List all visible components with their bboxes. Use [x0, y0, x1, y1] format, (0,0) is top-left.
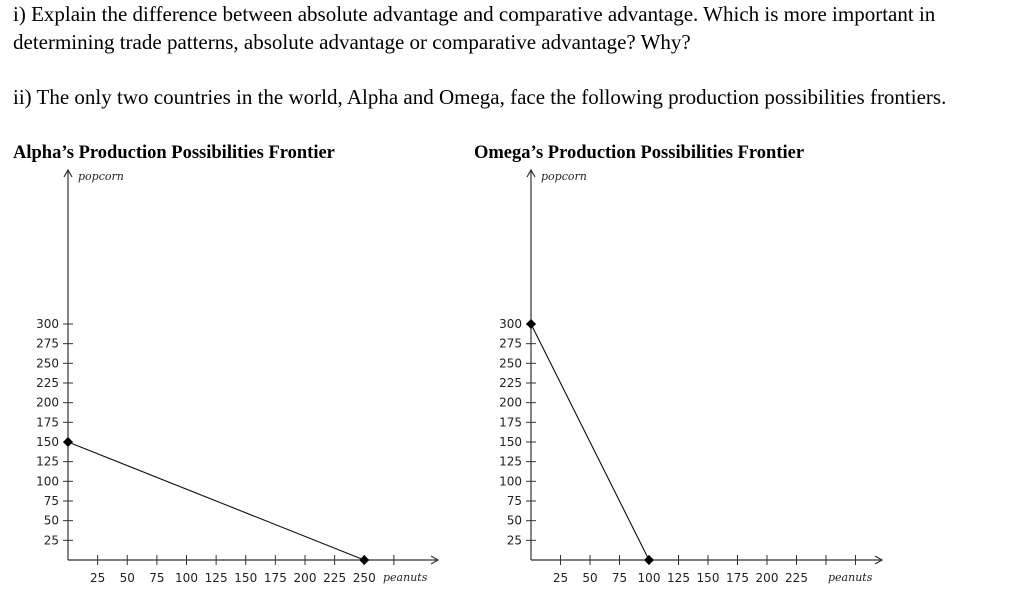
x-tick-label: 75: [611, 571, 628, 585]
y-tick-label: 50: [43, 513, 59, 528]
ppf-line: [68, 442, 364, 560]
x-tick-label: 175: [263, 571, 287, 585]
x-tick-label: 75: [149, 571, 165, 585]
y-tick-label: 250: [499, 356, 522, 371]
alpha-chart-title: Alpha’s Production Possibilities Frontier: [13, 143, 335, 163]
x-tick-label: 225: [323, 571, 347, 585]
y-tick-label: 150: [499, 434, 522, 449]
y-axis-label: popcorn: [541, 170, 587, 183]
x-tick-label: 25: [552, 571, 569, 585]
x-tick-label: 200: [293, 571, 317, 585]
x-tick-label: 175: [726, 571, 749, 585]
omega-chart-title: Omega’s Production Possibilities Frontier: [474, 143, 805, 163]
ppf-endpoint-marker: [63, 437, 73, 447]
y-tick-label: 75: [506, 493, 522, 508]
x-tick-label: 100: [637, 571, 661, 585]
y-tick-label: 225: [499, 375, 522, 390]
y-tick-label: 275: [36, 336, 59, 351]
x-tick-label: 100: [175, 571, 198, 585]
ppf-endpoint-marker: [526, 319, 536, 329]
y-tick-label: 125: [36, 454, 59, 469]
ppf-line: [531, 324, 649, 560]
omega-ppf-chart: [470, 165, 940, 605]
y-tick-label: 150: [36, 434, 59, 449]
x-tick-label: 150: [696, 571, 720, 585]
y-tick-label: 125: [499, 454, 522, 469]
y-tick-label: 175: [36, 415, 59, 430]
y-tick-label: 225: [36, 375, 59, 390]
y-tick-label: 250: [36, 356, 59, 371]
question-part-1: i) Explain the difference between absolute advantage and comparative advantage. Which is more important in determining trade patterns, absolute advantage or comparative advantage? Why?: [13, 2, 941, 54]
x-tick-label: 50: [119, 571, 135, 585]
y-tick-label: 75: [43, 493, 59, 508]
y-tick-label: 275: [499, 336, 522, 351]
x-tick-label: 50: [582, 571, 598, 585]
y-tick-label: 300: [499, 316, 522, 331]
x-tick-label: 150: [234, 571, 258, 585]
x-tick-label: 225: [785, 571, 808, 585]
y-tick-label: 100: [36, 474, 59, 489]
x-axis-label: peanuts: [383, 571, 428, 584]
x-tick-label: 250: [352, 571, 376, 585]
x-tick-label: 125: [667, 571, 690, 585]
ppf-endpoint-marker: [644, 555, 654, 565]
y-tick-label: 25: [43, 533, 59, 548]
y-tick-label: 175: [499, 415, 522, 430]
y-tick-label: 200: [36, 395, 59, 410]
y-tick-label: 25: [506, 533, 522, 548]
x-tick-label: 125: [204, 571, 228, 585]
alpha-ppf-chart: [0, 165, 470, 605]
y-tick-label: 100: [499, 474, 522, 489]
ppf-endpoint-marker: [359, 555, 369, 565]
y-axis-label: popcorn: [78, 170, 124, 183]
x-tick-label: 25: [89, 571, 106, 585]
y-tick-label: 200: [499, 395, 522, 410]
y-tick-label: 300: [36, 316, 59, 331]
x-tick-label: 200: [755, 571, 779, 585]
question-part-2: ii) The only two countries in the world, Alpha and Omega, face the following production possibilities frontiers.: [13, 85, 947, 109]
y-tick-label: 50: [506, 513, 522, 528]
x-axis-label: peanuts: [828, 571, 873, 584]
